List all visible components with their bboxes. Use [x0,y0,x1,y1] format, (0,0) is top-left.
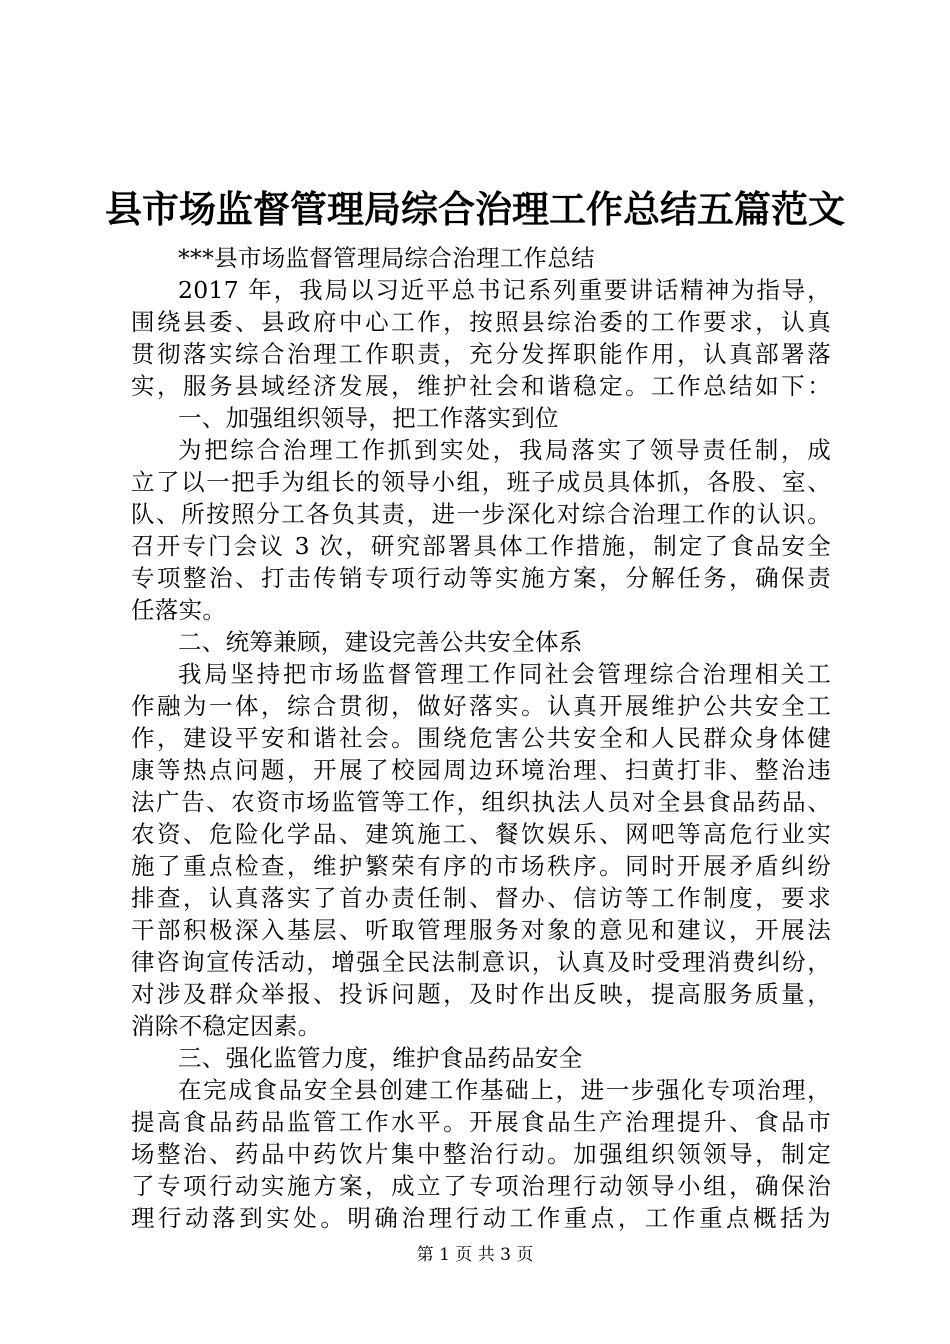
text-line: 律咨询宣传活动，增强全民法制意识，认真及时受理消费纠纷， [131,948,831,976]
text-line: 干部积极深入基层、听取管理服务对象的意见和建议，开展法 [131,916,831,944]
text-line: 我局坚持把市场监督管理工作同社会管理综合治理相关工 [178,660,831,688]
text-line: ***县市场监督管理局综合治理工作总结 [178,244,595,272]
page-footer: 第 1 页 共 3 页 [416,1245,534,1265]
text-line: 排查，认真落实了首办责任制、督办、信访等工作制度，要求 [131,884,831,912]
text-line: 在完成食品安全县创建工作基础上，进一步强化专项治理， [178,1076,831,1104]
document-body [131,242,831,1234]
text-line: 农资、危险化学品、建筑施工、餐饮娱乐、网吧等高危行业实 [131,820,831,848]
text-line: 围绕县委、县政府中心工作，按照县综治委的工作要求，认真 [131,308,831,336]
text-line: 2017 年，我局以习近平总书记系列重要讲话精神为指导， [178,276,831,304]
text-line: 作，建设平安和谐社会。围绕危害公共安全和人民群众身体健 [131,724,831,752]
text-line: 三、强化监管力度，维护食品药品安全 [178,1044,583,1072]
text-line: 了专项行动实施方案，成立了专项治理行动领导小组，确保治 [131,1172,831,1200]
text-line: 二、统筹兼顾，建设完善公共安全体系 [178,628,583,656]
text-line: 施了重点检查，维护繁荣有序的市场秩序。同时开展矛盾纠纷 [131,852,831,880]
text-line: 消除不稳定因素。 [131,1012,322,1040]
text-line: 专项整治、打击传销专项行动等实施方案，分解任务，确保责 [131,564,831,592]
text-line: 一、加强组织领导，把工作落实到位 [178,404,559,432]
text-line: 为把综合治理工作抓到实处，我局落实了领导责任制，成 [178,436,831,464]
text-line: 康等热点问题，开展了校园周边环境治理、扫黄打非、整治违 [131,756,831,784]
text-line: 理行动落到实处。明确治理行动工作重点，工作重点概括为 [131,1204,831,1232]
text-line: 召开专门会议 3 次，研究部署具体工作措施，制定了食品安全 [131,532,831,560]
text-line: 提高食品药品监管工作水平。开展食品生产治理提升、食品市 [131,1108,831,1136]
text-line: 实，服务县域经济发展，维护社会和谐稳定。工作总结如下： [131,372,831,400]
text-line: 场整治、药品中药饮片集中整治行动。加强组织领领导，制定 [131,1140,831,1168]
text-line: 任落实。 [131,596,227,624]
text-line: 贯彻落实综合治理工作职责，充分发挥职能作用，认真部署落 [131,340,831,368]
document-title: 县市场监督管理局综合治理工作总结五篇范文 [105,187,845,231]
text-line: 立了以一把手为组长的领导小组，班子成员具体抓，各股、室、 [131,468,831,496]
text-line: 队、所按照分工各负其责，进一步深化对综合治理工作的认识。 [131,500,831,528]
text-line: 法广告、农资市场监管等工作，组织执法人员对全县食品药品、 [131,788,831,816]
text-line: 作融为一体，综合贯彻，做好落实。认真开展维护公共安全工 [131,692,831,720]
text-line: 对涉及群众举报、投诉问题，及时作出反映，提高服务质量， [131,980,831,1008]
